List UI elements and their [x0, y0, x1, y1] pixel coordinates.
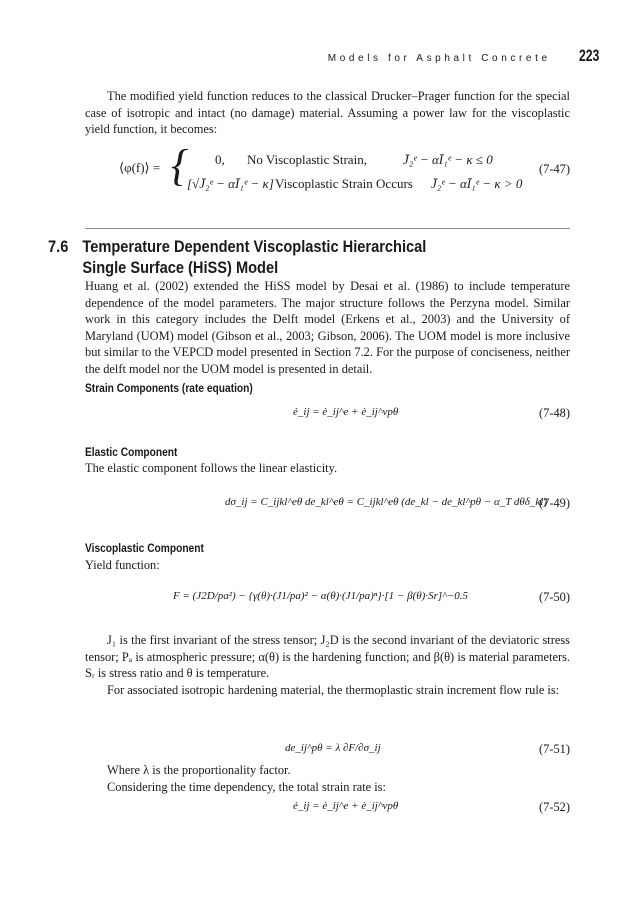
page-number: 223 — [578, 46, 599, 65]
eq-7-47-case1-expr: J̄₂ᵉ − αĪ₁ᵉ − κ ≤ 0 — [403, 152, 493, 167]
eq-7-47-case1-condition: No Viscoplastic Strain, — [247, 152, 367, 167]
eq-7-51-expr: de_ij^pθ = λ ∂F/∂σ_ij — [285, 742, 381, 754]
equation-7-49 — [85, 496, 570, 520]
lambda-text: Where λ is the proportionality factor. — [107, 763, 291, 777]
eq-7-47-brace: { — [171, 141, 189, 190]
section-heading — [48, 236, 426, 278]
section-title-line1: Temperature Dependent Viscoplastic Hierarchical — [82, 237, 427, 256]
eq-7-50-number: (7-50) — [539, 590, 570, 604]
eq-7-47-case2-condition: Viscoplastic Strain Occurs — [275, 176, 413, 191]
eq-7-47-case1-value: 0, — [215, 152, 225, 167]
eq-7-48-expr: ė_ij = ė_ij^e + ė_ij^vpθ — [293, 406, 399, 418]
eq-7-49-expr: dσ_ij = C_ijkl^eθ de_kl^eθ = C_ijkl^eθ (de_kl − de_kl^pθ − α_T dθδ_kl) — [225, 496, 548, 508]
eq-7-47-case2-expr: J̄₂ᵉ − αĪ₁ᵉ − κ > 0 — [431, 176, 523, 191]
yield-label: Yield function: — [85, 558, 160, 572]
section-paragraph: Huang et al. (2002) extended the HiSS model by Desai et al. (1986) to include temperature dependence of the model parameters. The major structure follows the Perzyna model. Similar work in this category includes the Delft model (Erkens et al., 2003) and the University of Maryland (UOM) model (Gibson et al., 2003; Gibson, 2006). The UOM model is more inclusive but similar to the VEPCD model presented in Section 7.2. For the purpose of conciseness, neither the delft model nor the UOM model is presented in detail. — [85, 279, 570, 376]
section-number: 7.6 — [48, 237, 69, 256]
subheading-strain-components: Strain Components (rate equation) — [85, 382, 253, 395]
equation-7-52 — [85, 800, 570, 824]
flow-rule-paragraph: For associated isotropic hardening material, the thermoplastic strain increment flow rule is: — [107, 683, 560, 697]
eq-7-49-number: (7-49) — [539, 496, 570, 510]
eq-7-52-expr: ė_ij = ė_ij^e + ė_ij^vpθ — [293, 800, 399, 812]
subheading-elastic-component: Elastic Component — [85, 446, 178, 459]
eq-7-50-expr: F = (J2D/pa²) − {γ(θ)·(J1/pa)² − α(θ)·(J1/pa)ⁿ}·[1 − β(θ)·Sr]^−0.5 — [173, 590, 468, 602]
equation-7-48 — [85, 406, 570, 430]
eq-7-48-number: (7-48) — [539, 406, 570, 420]
eq-7-47-lhs: ⟨φ(f)⟩ = — [119, 160, 161, 175]
eq-7-51-number: (7-51) — [539, 742, 570, 756]
running-title: Models for Asphalt Concrete — [327, 53, 551, 64]
section-title-line2: Single Surface (HiSS) Model — [82, 258, 279, 277]
subheading-viscoplastic-component: Viscoplastic Component — [85, 542, 204, 555]
eq-7-47-number: (7-47) — [539, 162, 570, 176]
equation-7-47 — [85, 141, 570, 202]
running-header — [328, 46, 599, 66]
equation-7-50 — [85, 590, 570, 614]
section-rule — [85, 228, 570, 229]
time-dependency-text: Considering the time dependency, the total strain rate is: — [107, 780, 386, 794]
definitions-paragraph: J₁ is the first invariant of the stress tensor; J₂D is the second invariant of the deviatoric stress tensor; Pₐ is atmospheric pressure; α(θ) is the hardening function; and β(θ) is material parameters. Sᵣ is stress ratio and θ is temperature. — [85, 633, 570, 681]
eq-7-52-number: (7-52) — [539, 800, 570, 814]
intro-paragraph: The modified yield function reduces to the classical Drucker–Prager function for the special case of isotropic and intact (no damage) material. Assuming a power law for the viscoplastic yield function, it becomes: — [85, 89, 570, 137]
elastic-text: The elastic component follows the linear elasticity. — [85, 461, 338, 475]
eq-7-47-case2-value: [√J̄₂ᵉ − αĪ₁ᵉ − κ] — [187, 176, 274, 191]
